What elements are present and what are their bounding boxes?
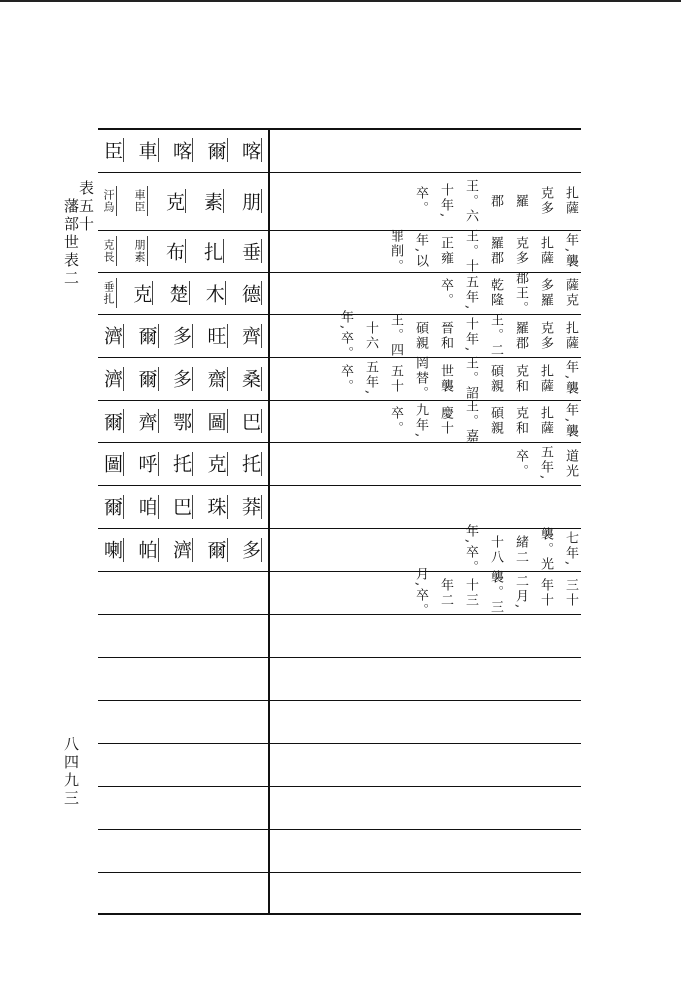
- detail-text: 五年,: [363, 360, 378, 397]
- name-cell: [100, 128, 266, 172]
- detail-text: 卒。: [388, 406, 403, 436]
- detail-cell: [272, 230, 579, 272]
- detail-text: 郡王。: [513, 270, 528, 316]
- detail-text: 十年,: [463, 317, 478, 354]
- name-char: 克長: [102, 236, 117, 266]
- detail-text: 五十: [388, 363, 403, 394]
- name-char: 扎: [202, 239, 224, 263]
- table-bottom-rule: [98, 913, 581, 915]
- detail-cell: [272, 357, 579, 400]
- name-char: 喇: [102, 538, 124, 562]
- detail-text: 克多: [513, 236, 528, 266]
- name-char: 克: [131, 281, 153, 305]
- name-char: 濟: [171, 538, 193, 562]
- detail-text: 慶十: [438, 406, 453, 436]
- detail-text: 月,卒。: [413, 566, 428, 619]
- detail-text: 年,卒。: [463, 523, 478, 576]
- name-char: 齊: [240, 324, 262, 348]
- name-char: 爾: [102, 409, 124, 433]
- detail-cell: [272, 442, 579, 485]
- detail-text: 十年,: [438, 182, 453, 220]
- detail-text: 十八: [488, 534, 503, 565]
- name-char: 托: [171, 452, 193, 476]
- detail-cell: [272, 614, 579, 657]
- name-char: 多: [171, 367, 193, 391]
- name-char: 喀: [171, 138, 193, 162]
- detail-text: 郡: [488, 193, 503, 209]
- table-row: [98, 230, 581, 272]
- name-cell: [100, 400, 266, 442]
- table-row: [98, 743, 581, 786]
- name-cell: [100, 230, 266, 272]
- detail-cell: [272, 523, 579, 576]
- table-row: [98, 523, 581, 576]
- table-row: [98, 485, 581, 528]
- name-char: 車臣: [133, 186, 148, 216]
- page-number: 八四九三: [62, 736, 80, 808]
- detail-text: 年,襲: [563, 402, 578, 440]
- table-row: [98, 309, 581, 362]
- detail-text: 卒。: [438, 278, 453, 308]
- table-row: [98, 829, 581, 872]
- name-char: 珠: [206, 495, 228, 519]
- name-char: 多: [171, 324, 193, 348]
- detail-text: 二月,: [513, 574, 528, 611]
- detail-cell: [272, 400, 579, 442]
- detail-cell: [272, 743, 579, 786]
- name-cell: [100, 743, 266, 786]
- detail-text: 王。十: [463, 228, 478, 274]
- name-char: 克: [164, 189, 186, 213]
- name-char: 齊: [137, 409, 159, 433]
- name-char: 圖: [206, 409, 228, 433]
- name-cell: [100, 314, 266, 357]
- detail-text: 扎薩: [538, 236, 553, 266]
- detail-cell: [272, 128, 579, 172]
- detail-text: 十六: [363, 320, 378, 351]
- name-char: 楚: [168, 281, 190, 305]
- detail-cell: [272, 872, 579, 913]
- detail-text: 道光: [563, 448, 578, 479]
- name-cell: [100, 786, 266, 829]
- name-char: 咱: [137, 495, 159, 519]
- detail-text: 羅郡: [488, 236, 503, 266]
- name-char: 喀: [240, 138, 262, 162]
- detail-text: 克和: [513, 363, 528, 394]
- margin-title-section: 藩部世表二: [62, 198, 80, 288]
- detail-text: 晉和: [438, 320, 453, 351]
- detail-text: 正雍: [438, 236, 453, 266]
- detail-text: 卒。: [513, 448, 528, 479]
- table-row: [98, 786, 581, 829]
- name-cell: [100, 272, 266, 314]
- name-char: 汗烏: [102, 186, 117, 216]
- name-cell: [100, 571, 266, 614]
- table-row: [98, 442, 581, 485]
- detail-text: 克多: [538, 320, 553, 351]
- table-row: [98, 657, 581, 700]
- detail-text: 十三: [463, 577, 478, 608]
- detail-cell: [272, 657, 579, 700]
- table-row: [98, 128, 581, 172]
- detail-text: 王。二: [488, 313, 503, 358]
- name-char: 爾: [102, 495, 124, 519]
- detail-text: 乾隆: [488, 278, 503, 308]
- name-char: 垂扎: [102, 278, 117, 308]
- name-char: 布: [164, 239, 186, 263]
- detail-text: 五年,: [463, 274, 478, 312]
- detail-text: 年,襲: [563, 232, 578, 270]
- detail-text: 碩親: [413, 320, 428, 351]
- name-cell: [100, 657, 266, 700]
- name-char: 多: [240, 538, 262, 562]
- detail-cell: [272, 272, 579, 314]
- name-cell: [100, 172, 266, 230]
- detail-text: 年,卒。: [338, 309, 353, 362]
- detail-text: 襲。三: [488, 570, 503, 615]
- name-char: 德: [240, 281, 262, 305]
- detail-text: 王。詔: [463, 356, 478, 401]
- table-row: [98, 872, 581, 913]
- detail-cell: [272, 700, 579, 743]
- detail-text: 緒二: [513, 534, 528, 565]
- name-char: 垂: [240, 239, 262, 263]
- name-char: 朋: [240, 189, 262, 213]
- detail-text: 世襲: [438, 363, 453, 394]
- detail-text: 七年,: [563, 531, 578, 568]
- name-cell: [100, 700, 266, 743]
- detail-text: 薩克: [563, 278, 578, 308]
- table-row: [98, 272, 581, 314]
- detail-text: 三十: [563, 577, 578, 608]
- name-char: 臣: [102, 138, 124, 162]
- detail-text: 扎薩: [563, 320, 578, 351]
- detail-text: 罪削。: [388, 228, 403, 274]
- detail-text: 王。四: [388, 313, 403, 358]
- margin-title: [63, 180, 93, 288]
- genealogy-table: [98, 128, 581, 913]
- detail-cell: [272, 829, 579, 872]
- detail-text: 羅: [513, 193, 528, 209]
- detail-text: 多羅: [538, 278, 553, 308]
- name-char: 圖: [102, 452, 124, 476]
- name-char: 濟: [102, 324, 124, 348]
- name-char: 木: [204, 281, 226, 305]
- detail-cell: [272, 172, 579, 230]
- name-char: 呼: [137, 452, 159, 476]
- detail-cell: [272, 309, 579, 362]
- margin-title-volume: 表五十: [77, 180, 95, 234]
- name-char: 爾: [137, 367, 159, 391]
- detail-text: 卒。: [413, 186, 428, 216]
- name-char: 托: [240, 452, 262, 476]
- detail-text: 克多: [538, 186, 553, 216]
- detail-text: 扎薩: [538, 406, 553, 436]
- detail-cell: [272, 566, 579, 619]
- name-char: 旺: [206, 324, 228, 348]
- detail-text: 扎薩: [563, 186, 578, 216]
- name-cell: [100, 829, 266, 872]
- detail-text: 羅郡: [513, 320, 528, 351]
- detail-text: 年二: [438, 577, 453, 608]
- name-char: 桑: [240, 367, 262, 391]
- detail-text: 年,以: [413, 232, 428, 270]
- detail-cell: [272, 786, 579, 829]
- name-char: 爾: [206, 138, 228, 162]
- name-char: 鄂: [171, 409, 193, 433]
- detail-text: 碩親: [488, 406, 503, 436]
- name-char: 帕: [137, 538, 159, 562]
- name-cell: [100, 614, 266, 657]
- name-cell: [100, 872, 266, 913]
- detail-text: 王。嘉: [463, 398, 478, 444]
- table-row: [98, 700, 581, 743]
- detail-cell: [272, 485, 579, 528]
- name-char: 素: [202, 189, 224, 213]
- detail-text: 年十: [538, 577, 553, 608]
- name-cell: [100, 357, 266, 400]
- top-border: [0, 0, 681, 2]
- name-cell: [100, 442, 266, 485]
- detail-text: 扎薩: [538, 363, 553, 394]
- name-char: 爾: [137, 324, 159, 348]
- name-char: 車: [137, 138, 159, 162]
- detail-text: 王。六: [463, 178, 478, 224]
- name-char: 爾: [206, 538, 228, 562]
- table-row: [98, 614, 581, 657]
- name-cell: [100, 485, 266, 528]
- name-char: 朋素: [133, 236, 148, 266]
- detail-text: 克和: [513, 406, 528, 436]
- detail-text: 九年,: [413, 402, 428, 440]
- name-char: 巴: [171, 495, 193, 519]
- table-row: [98, 172, 581, 230]
- name-char: 齋: [206, 367, 228, 391]
- name-char: 克: [206, 452, 228, 476]
- name-char: 莽: [240, 495, 262, 519]
- detail-text: 年,襲: [563, 360, 578, 397]
- detail-text: 罔替。: [413, 356, 428, 401]
- table-row: [98, 566, 581, 619]
- name-char: 濟: [102, 367, 124, 391]
- detail-text: 五年,: [538, 445, 553, 482]
- table-row: [98, 357, 581, 400]
- detail-text: 卒。: [338, 363, 353, 394]
- detail-text: 碩親: [488, 363, 503, 394]
- detail-text: 襲。光: [538, 527, 553, 572]
- name-cell: [100, 528, 266, 571]
- name-char: 巴: [240, 409, 262, 433]
- table-row: [98, 400, 581, 442]
